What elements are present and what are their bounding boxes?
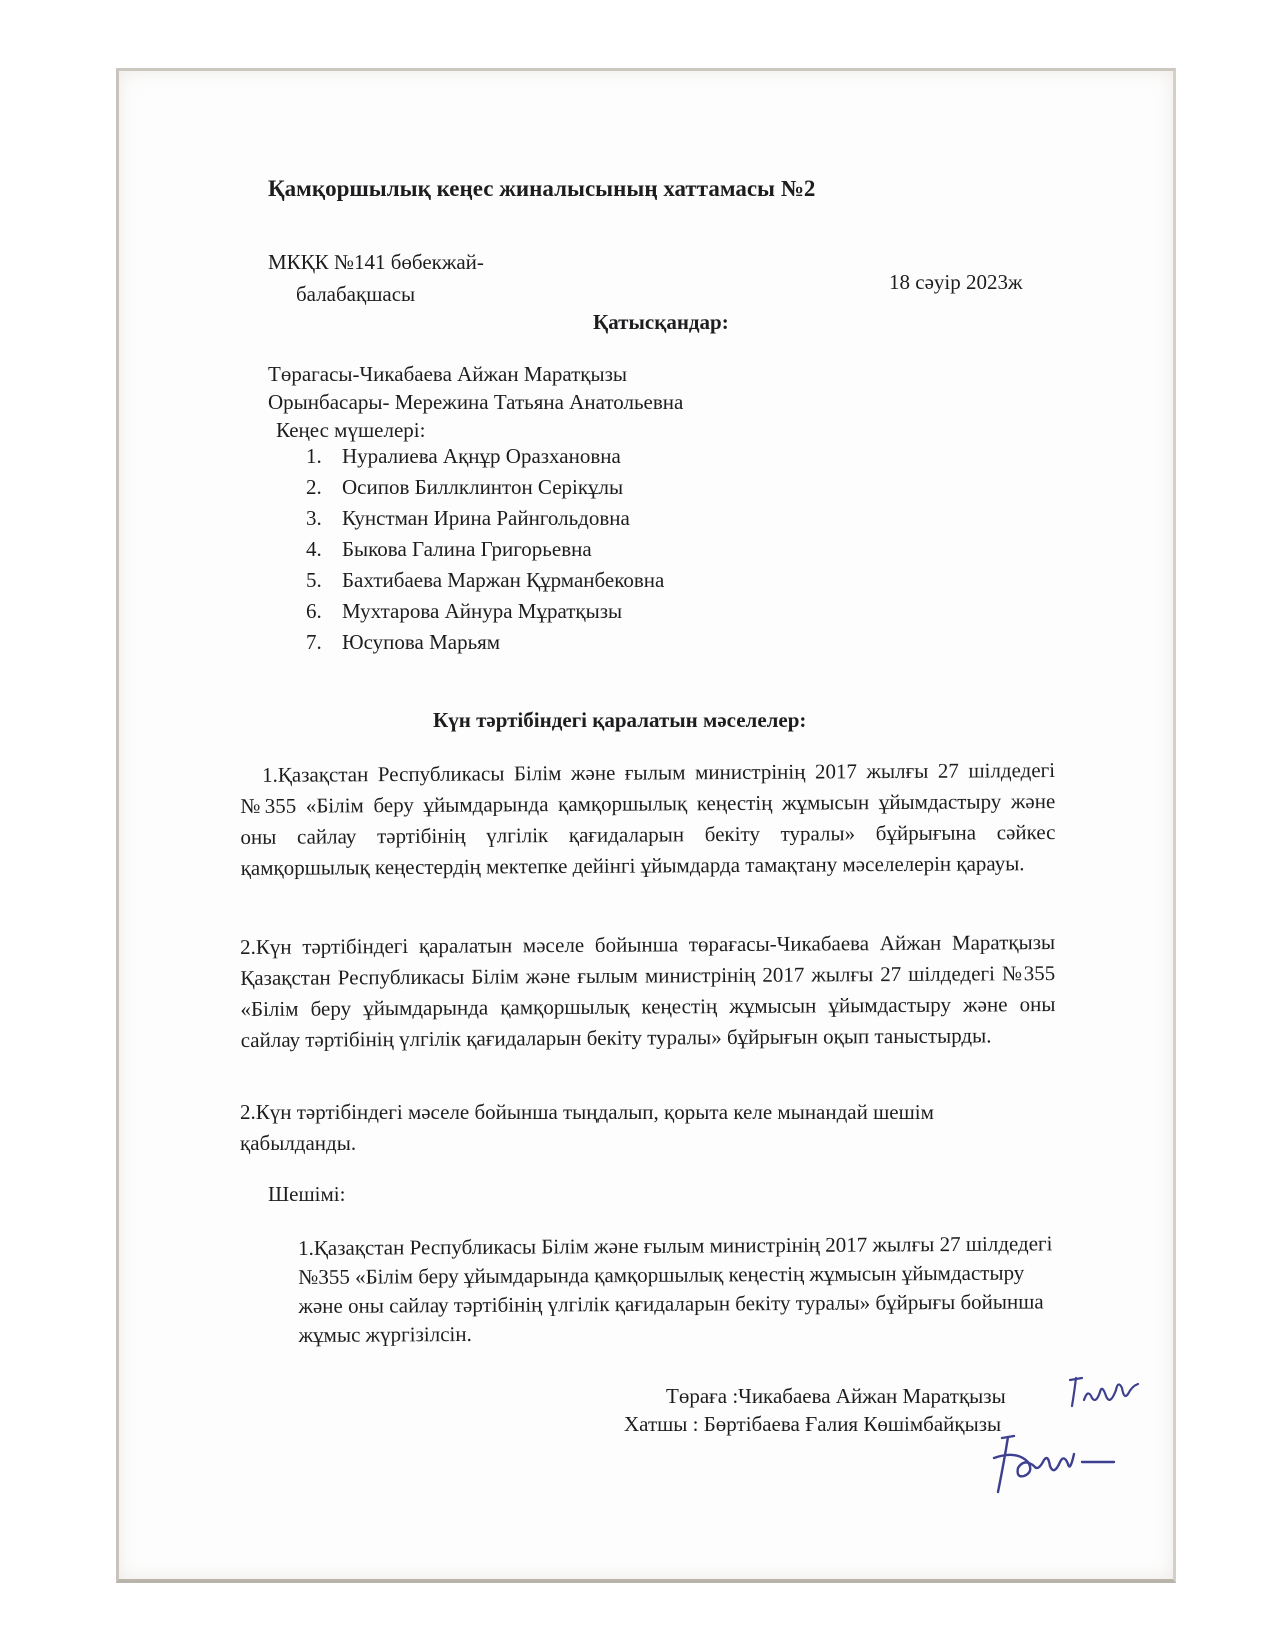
agenda-item-1: 1.Қазақстан Республикасы Білім және ғылым министрінің 2017 жылғы 27 шілдедегі №355 «Білім беру ұйымдарында қамқоршылық кеңестің жұмысын ұйымдастыру және оны сайлау тәртібінің үлгілік қағидаларын бекіту туралы» бұйрығына сәйкес қамқоршылық кеңестердің мектепке дейінгі ұйымдарда тамақтану мәселелерін қарауы. bbox=[240, 758, 1056, 880]
agenda-item-2: 2.Күн тәртібіндегі қаралатын мәселе бойынша төрағасы-Чикабаева Айжан Маратқызы Қазақстан Республикасы Білім және ғылым министрінің 2017 жылғы 27 шілдедегі №355 «Білім беру ұйымдарында қамқоршылық кеңестің жұмысын ұйымдастыру және оны сайлау тәртібінің үлгілік қағидаларын бекіту туралы» бұйрығын оқып таныстырды. bbox=[240, 930, 1056, 1052]
deputy-line: Орынбасары- Мережина Татьяна Анатольевна bbox=[268, 390, 684, 414]
list-item: 2. Осипов Биллклинтон Серікұлы bbox=[306, 475, 624, 499]
list-item: 6. Мухтарова Айнура Мұратқызы bbox=[306, 599, 623, 623]
document-date: 18 сәуір 2023ж bbox=[889, 270, 1023, 294]
list-item: 5. Бахтибаева Маржан Құрманбековна bbox=[306, 568, 665, 592]
agenda-item-3-line-2: қабылданды. bbox=[240, 1131, 357, 1155]
list-item: 1. Нуралиева Ақнұр Оразхановна bbox=[306, 444, 621, 468]
secretary-signature-image bbox=[988, 1432, 1118, 1500]
participants-heading: Қатысқандар: bbox=[593, 310, 729, 334]
decision-text: 1.Қазақстан Республикасы Білім және ғылым министрінің 2017 жылғы 27 шілдедегі №355 «Білім беру ұйымдарында қамқоршылық кеңестің жұмысын ұйымдастыру және оны сайлау тәртібінің үлгілік қағидаларын бекіту туралы» бұйрығы бойынша жұмыс жүргізілсін. bbox=[298, 1231, 1053, 1347]
list-item: 7. Юсупова Марьям bbox=[306, 630, 501, 654]
chair-signature-line: Төраға :Чикабаева Айжан Маратқызы bbox=[666, 1384, 1006, 1408]
organization-line-1: МКҚК №141 бөбекжай- bbox=[268, 250, 484, 274]
agenda-item-3-line-1: 2.Күн тәртібіндегі мәселе бойынша тыңдалып, қорыта келе мынандай шешім bbox=[240, 1100, 934, 1124]
list-item: 3. Кунстман Ирина Райнгольдовна bbox=[306, 506, 630, 530]
agenda-heading: Күн тәртібіндегі қаралатын мәселелер: bbox=[433, 708, 807, 732]
members-label: Кеңес мүшелері: bbox=[276, 418, 426, 442]
decision-label: Шешімі: bbox=[268, 1182, 346, 1206]
secretary-signature-line: Хатшы : Бөртібаева Ғалия Көшімбайқызы bbox=[624, 1412, 1002, 1436]
chair-signature-image bbox=[1066, 1370, 1142, 1412]
list-item: 4. Быкова Галина Григорьевна bbox=[306, 537, 592, 561]
members-list bbox=[306, 444, 664, 661]
document-title: Қамқоршылық кеңес жиналысының хаттамасы №2 bbox=[268, 176, 816, 201]
organization-line-2: балабақшасы bbox=[296, 282, 416, 306]
chairperson-line: Төрагасы-Чикабаева Айжан Маратқызы bbox=[268, 362, 628, 386]
